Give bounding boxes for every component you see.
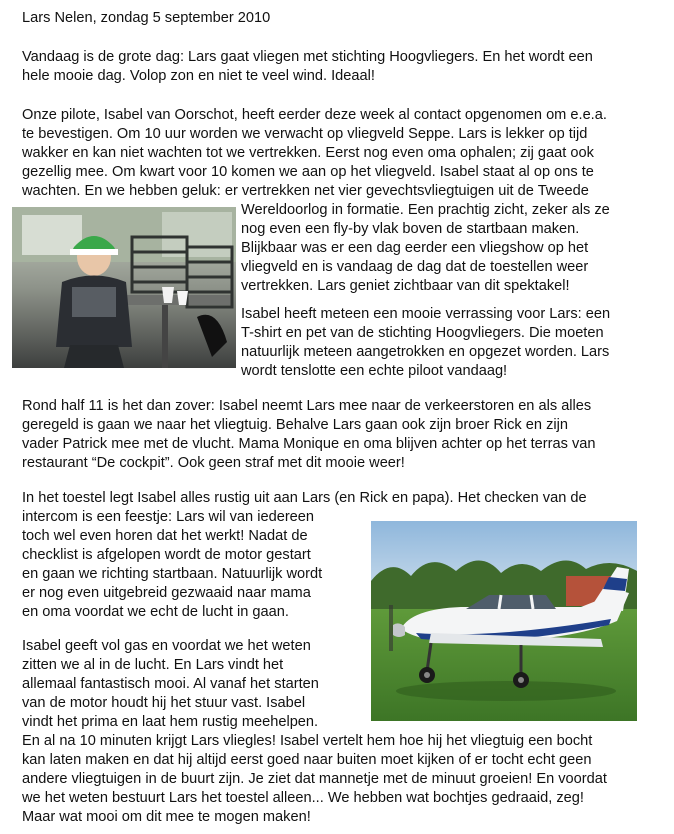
paragraph-6-line-7: kan laten maken en dat hij altijd eerst goed naar buiten moet kijken of er tocht echt geen: [22, 752, 592, 768]
paragraph-6-line-2: zitten we al in de lucht. En Lars vindt het: [22, 657, 284, 673]
paragraph-2-line-3: wakker en kan niet wachten tot we vertrekken. Eerst nog even oma ophalen; zij gaat ook: [22, 145, 594, 161]
photo-boy-on-terrace: [12, 207, 236, 368]
paragraph-6-line-3: allemaal fantastisch mooi. Al vanaf het starten: [22, 676, 319, 692]
paragraph-4-line-3: vader Patrick mee met de vlucht. Mama Monique en oma blijven achter op het terras van: [22, 436, 596, 452]
paragraph-6-line-5: vindt het prima en laat hem rustig meehelpen.: [22, 714, 319, 730]
paragraph-1-line-1: Vandaag is de grote dag: Lars gaat vliegen met stichting Hoogvliegers. En het wordt een: [22, 49, 593, 65]
paragraph-3-line-3: natuurlijk meteen aangetrokken en opgezet worden. Lars: [241, 344, 610, 360]
paragraph-2-line-5: wachten. En we hebben geluk: er vertrekken net vier gevechtsvliegtuigen uit de Tweede: [22, 183, 589, 199]
paragraph-2-line-2: te bevestigen. Om 10 uur worden we verwacht op vliegveld Seppe. Lars is lekker op tijd: [22, 126, 588, 142]
paragraph-2-line-4: gezellig mee. Om kwart voor 10 komen we aan op het vliegveld. Isabel staat al op ons te: [22, 164, 594, 180]
paragraph-5-line-6: er nog even uitgebreid gezwaaid naar mama: [22, 585, 311, 601]
paragraph-5-line-7: en oma voordat we echt de lucht in gaan.: [22, 604, 289, 620]
paragraph-5-line-3: toch wel even horen dat het werkt! Nadat de: [22, 528, 308, 544]
paragraph-6-line-6: En al na 10 minuten krijgt Lars vliegles! Isabel vertelt hem hoe hij het vliegtuig een bocht: [22, 733, 593, 749]
paragraph-5-line-4: checklist is afgelopen wordt de motor gestart: [22, 547, 311, 563]
paragraph-2-line-10: vertrekken. Lars geniet zichtbaar van dit spektakel!: [241, 278, 570, 294]
paragraph-5-line-5: en gaan we richting startbaan. Natuurlijk wordt: [22, 566, 323, 582]
paragraph-4-line-1: Rond half 11 is het dan zover: Isabel neemt Lars mee naar de verkeerstoren en als alles: [22, 398, 592, 414]
paragraph-3-line-2: T-shirt en pet van de stichting Hoogvliegers. Die moeten: [241, 325, 604, 341]
paragraph-3-line-1: Isabel heeft meteen een mooie verrassing voor Lars: een: [241, 306, 611, 322]
paragraph-5-line-1: In het toestel legt Isabel alles rustig uit aan Lars (en Rick en papa). Het checken van de: [22, 490, 587, 506]
paragraph-6-line-1: Isabel geeft vol gas en voordat we het weten: [22, 638, 311, 654]
paragraph-2-line-7: nog even een fly-by vlak boven de startbaan maken.: [241, 221, 580, 237]
paragraph-6-line-9: we het weten bestuurt Lars het toestel alleen... We hebben wat bochtjes gedraaid, zeg!: [22, 790, 584, 806]
paragraph-5-line-2: intercom is een feestje: Lars wil van iedereen: [22, 509, 315, 525]
paragraph-4-line-4: restaurant “De cockpit”. Ook geen straf met dit mooie weer!: [22, 455, 405, 471]
paragraph-2-line-6: Wereldoorlog in formatie. Een prachtig zicht, zeker als ze: [241, 202, 610, 218]
paragraph-3-line-4: wordt tenslotte een echte piloot vandaag!: [241, 363, 508, 379]
paragraph-6-line-4: van de motor houdt hij het stuur vast. Isabel: [22, 695, 306, 711]
paragraph-4-line-2: geregeld is gaan we naar het vliegtuig. Behalve Lars gaan ook zijn broer Rick en zijn: [22, 417, 568, 433]
photo-plane-on-airfield: [371, 521, 637, 721]
document-header: Lars Nelen, zondag 5 september 2010: [22, 10, 271, 26]
paragraph-2-line-9: vliegveld en is vandaag de dag dat de toestellen weer: [241, 259, 589, 275]
paragraph-1-line-2: hele mooie dag. Volop zon en niet te veel wind. Ideaal!: [22, 68, 375, 84]
paragraph-2-line-1: Onze pilote, Isabel van Oorschot, heeft eerder deze week al contact opgenomen om e.e.a.: [22, 107, 607, 123]
paragraph-6-line-10: Maar wat mooi om dit mee te mogen maken!: [22, 809, 311, 825]
paragraph-2-line-8: Blijkbaar was er een dag eerder een vliegshow op het: [241, 240, 589, 256]
paragraph-6-line-8: andere vliegtuigen in de buurt zijn. Je ziet dat mannetje met de minuut groeien! En voordat: [22, 771, 607, 787]
